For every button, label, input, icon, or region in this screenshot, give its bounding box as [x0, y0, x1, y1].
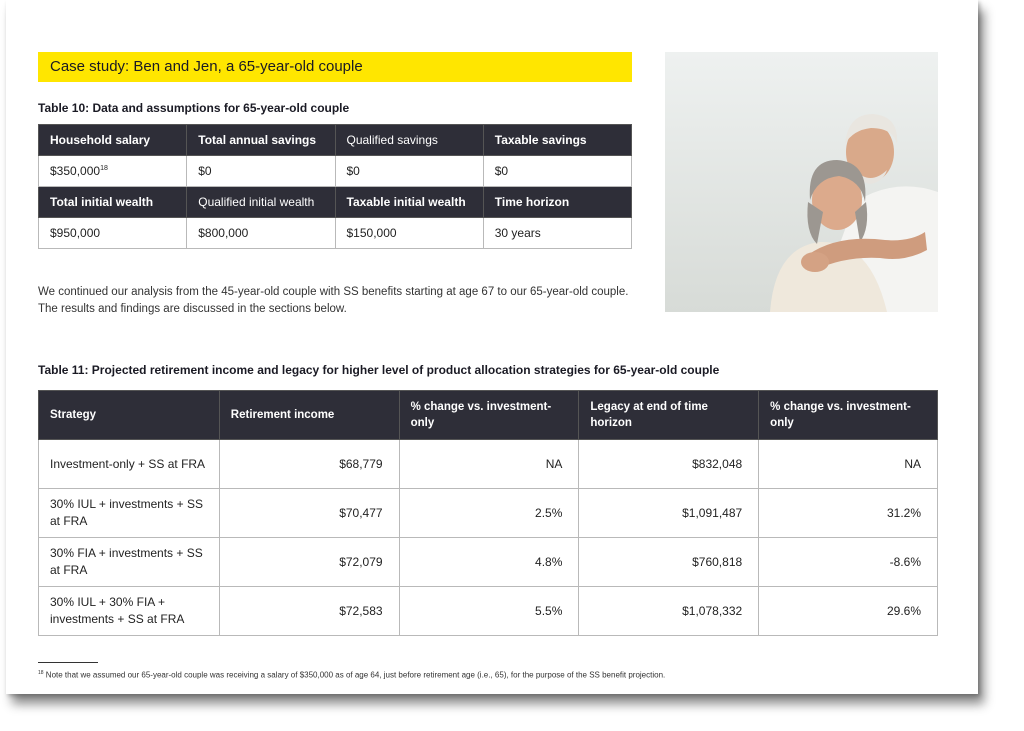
table10-header-cell: Total annual savings	[187, 125, 335, 156]
table10-row	[39, 156, 632, 187]
table11-row	[39, 587, 938, 636]
table11-title: Table 11: Projected retirement income and legacy for higher level of product allocation strategies for 65-year-old couple	[38, 363, 720, 377]
case-study-banner: Case study: Ben and Jen, a 65-year-old couple	[38, 52, 632, 82]
table10-cell: $800,000	[187, 218, 335, 249]
table11-header-cell: % change vs. investment-only	[759, 391, 938, 440]
legacy-cell: $1,091,487	[579, 489, 759, 538]
table10-cell: $0	[187, 156, 335, 187]
income-change-cell: 4.8%	[399, 538, 579, 587]
table11-header-cell: Legacy at end of time horizon	[579, 391, 759, 440]
footnote-number: 18	[38, 670, 44, 676]
table11-header-cell: Retirement income	[219, 391, 399, 440]
strategy-cell: 30% IUL + investments + SS at FRA	[39, 489, 220, 538]
table10-row	[39, 218, 632, 249]
table10-header-cell: Qualified initial wealth	[187, 187, 335, 218]
table10-header-cell: Taxable initial wealth	[335, 187, 483, 218]
table11	[38, 390, 938, 636]
table10-cell: $950,000	[39, 218, 187, 249]
table10-cell: $0	[335, 156, 483, 187]
income-cell: $70,477	[219, 489, 399, 538]
footnote-text: Note that we assumed our 65-year-old couple was receiving a salary of $350,000 as of age 64, just before retirement age (i.e., 65), for the purpose of the SS benefit projection.	[43, 670, 666, 680]
income-cell: $68,779	[219, 440, 399, 489]
table10-header-row	[39, 125, 632, 156]
legacy-change-cell: -8.6%	[759, 538, 938, 587]
salary-value: $350,000	[50, 164, 101, 178]
footnote	[38, 670, 665, 680]
table10-cell: $150,000	[335, 218, 483, 249]
strategy-cell: 30% IUL + 30% FIA + investments + SS at FRA	[39, 587, 220, 636]
income-change-cell: 5.5%	[399, 587, 579, 636]
income-cell: $72,583	[219, 587, 399, 636]
table11-header-cell: Strategy	[39, 391, 220, 440]
legacy-cell: $1,078,332	[579, 587, 759, 636]
table11-row	[39, 440, 938, 489]
strategy-cell: 30% FIA + investments + SS at FRA	[39, 538, 220, 587]
table11-row	[39, 538, 938, 587]
table10-header-cell: Qualified savings	[335, 125, 483, 156]
body-paragraph: We continued our analysis from the 45-year-old couple with SS benefits starting at age 67 to our 65-year-old couple. The results and findings are discussed in the sections below.	[38, 286, 629, 315]
couple-photo	[665, 52, 938, 312]
table10-cell	[39, 156, 187, 187]
table11-row	[39, 489, 938, 538]
couple-photo-illustration	[665, 52, 938, 312]
footnote-ref: 18	[100, 165, 108, 172]
table10-title: Table 10: Data and assumptions for 65-year-old couple	[38, 101, 350, 115]
legacy-change-cell: NA	[759, 440, 938, 489]
income-cell: $72,079	[219, 538, 399, 587]
table10-header-cell: Taxable savings	[483, 125, 631, 156]
table11-header-cell: % change vs. investment-only	[399, 391, 579, 440]
table10-cell: 30 years	[483, 218, 631, 249]
strategy-cell: Investment-only + SS at FRA	[39, 440, 220, 489]
income-change-cell: NA	[399, 440, 579, 489]
legacy-cell: $760,818	[579, 538, 759, 587]
legacy-change-cell: 29.6%	[759, 587, 938, 636]
table10	[38, 124, 632, 249]
table10-header-row	[39, 187, 632, 218]
table10-header-cell: Time horizon	[483, 187, 631, 218]
table10-header-cell: Total initial wealth	[39, 187, 187, 218]
table10-cell: $0	[483, 156, 631, 187]
table11-header-row	[39, 391, 938, 440]
income-change-cell: 2.5%	[399, 489, 579, 538]
legacy-cell: $832,048	[579, 440, 759, 489]
legacy-change-cell: 31.2%	[759, 489, 938, 538]
table10-header-cell: Household salary	[39, 125, 187, 156]
footnote-divider	[38, 662, 98, 663]
